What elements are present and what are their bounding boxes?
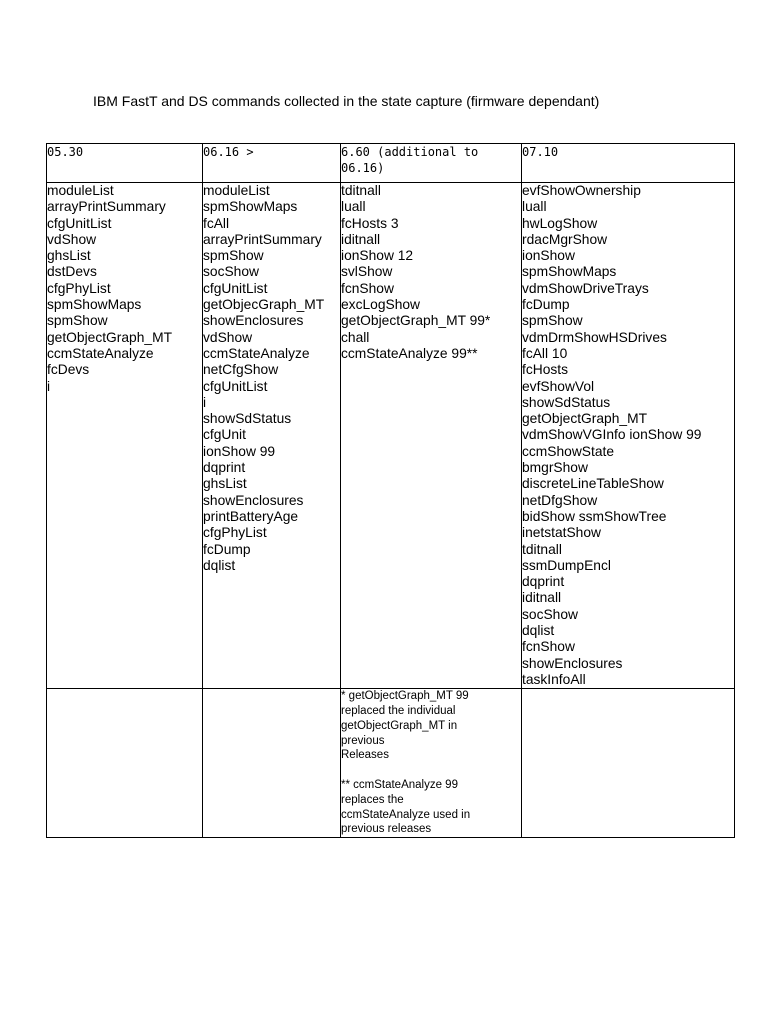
command-item: ionShow 12: [341, 248, 414, 264]
notes-cell-660: [341, 689, 522, 838]
commands-cell-660: [341, 183, 522, 689]
command-item: tditnall: [522, 541, 562, 557]
command-item: cfgUnitList: [47, 215, 112, 231]
command-item: luall: [341, 199, 366, 215]
note-line: getObjectGraph_MT in: [341, 719, 458, 732]
command-item: getObjectGraph_MT: [47, 329, 172, 345]
command-item: socShow: [522, 606, 578, 622]
note-spacer: [341, 763, 521, 778]
command-item: spmShowMaps: [522, 264, 617, 280]
commands-row: [47, 183, 735, 689]
command-item: dqprint: [203, 460, 246, 476]
column-header-0710: 07.10: [522, 144, 735, 183]
command-item: cfgPhyList: [47, 280, 111, 296]
note-line: previous: [341, 734, 385, 747]
command-item: fcDump: [203, 541, 251, 557]
column-header-0530: 05.30: [47, 144, 203, 183]
command-item: luall: [522, 199, 547, 215]
command-item: bidShow ssmShowTree: [522, 508, 667, 524]
command-item: dstDevs: [47, 264, 97, 280]
note-line: * getObjectGraph_MT 99: [341, 690, 469, 703]
command-item: dqlist: [522, 623, 555, 639]
command-item: svlShow: [341, 264, 393, 280]
command-item: getObjecGraph_MT: [203, 297, 325, 313]
command-item: cfgUnit: [203, 427, 246, 443]
command-item: hwLogShow: [522, 215, 598, 231]
command-list: [341, 183, 521, 362]
table-header-row: [47, 144, 735, 183]
command-item: fcnShow: [522, 639, 575, 655]
command-item: chall: [341, 329, 370, 345]
command-item: getObjectGraph_MT: [522, 411, 647, 427]
command-item: printBatteryAge: [203, 508, 299, 524]
notes-row: [47, 689, 735, 838]
command-item: bmgrShow: [522, 460, 588, 476]
note-line: ccmStateAnalyze used in: [341, 808, 471, 821]
command-item: getObjectGraph_MT 99*: [341, 313, 491, 329]
command-item: spmShowMaps: [203, 199, 298, 215]
command-item: spmShow: [522, 313, 583, 329]
command-item: ccmStateAnalyze: [203, 345, 310, 361]
command-item: i: [47, 378, 51, 394]
column-header-0616: 06.16 >: [203, 144, 341, 183]
command-item: tditnall: [341, 183, 381, 198]
command-item: showSdStatus: [522, 394, 611, 410]
command-item: showEnclosures: [203, 492, 304, 508]
command-item: fcnShow: [341, 280, 394, 296]
command-item: ghsList: [47, 248, 91, 264]
command-item: vdShow: [47, 231, 97, 247]
command-item: spmShow: [203, 248, 264, 264]
command-item: fcDump: [522, 297, 570, 313]
command-item: fcHosts 3: [341, 215, 399, 231]
command-item: vdmShowDriveTrays: [522, 280, 649, 296]
command-item: i: [203, 394, 207, 410]
command-item: inetstatShow: [522, 525, 601, 541]
command-item: fcAll: [203, 215, 230, 231]
document-title: IBM FastT and DS commands collected in the state capture (firmware dependant): [93, 93, 600, 109]
note-line: ** ccmStateAnalyze 99: [341, 778, 458, 791]
command-item: dqlist: [203, 557, 236, 573]
command-item: moduleList: [47, 183, 114, 198]
command-item: rdacMgrShow: [522, 231, 608, 247]
command-item: showSdStatus: [203, 411, 292, 427]
command-item: ccmShowState: [522, 443, 615, 459]
notes-cell-0710: [522, 689, 735, 838]
command-item: fcHosts: [522, 362, 568, 378]
command-item: arrayPrintSummary: [203, 231, 322, 247]
command-item: dqprint: [522, 574, 565, 590]
command-item: arrayPrintSummary: [47, 199, 166, 215]
command-item: evfShowVol: [522, 378, 595, 394]
command-item: showEnclosures: [203, 313, 304, 329]
notes-cell-0530: [47, 689, 203, 838]
command-item: taskInfoAll: [522, 671, 586, 687]
notes-cell-0616: [203, 689, 341, 838]
command-item: evfShowOwnership: [522, 183, 641, 198]
command-item: spmShow: [47, 313, 108, 329]
note-line: replaced the individual: [341, 705, 456, 717]
command-item: ccmStateAnalyze 99**: [341, 345, 478, 361]
command-item: showEnclosures: [522, 655, 623, 671]
command-item: fcAll 10: [522, 345, 568, 361]
commands-table: [46, 143, 735, 838]
command-item: netDfgShow: [522, 492, 598, 508]
command-item: vdmShowVGInfo ionShow 99: [522, 427, 702, 443]
column-header-660: 6.60 (additional to 06.16): [341, 144, 522, 183]
note-line: previous releases: [341, 823, 432, 836]
command-item: ionShow 99: [203, 443, 276, 459]
command-item: vdShow: [203, 329, 253, 345]
command-item: vdmDrmShowHSDrives: [522, 329, 667, 345]
commands-cell-0616: [203, 183, 341, 689]
commands-cell-0530: [47, 183, 203, 689]
command-item: ccmStateAnalyze: [47, 345, 154, 361]
command-item: moduleList: [203, 183, 270, 198]
commands-cell-0710: [522, 183, 735, 689]
command-item: ghsList: [203, 476, 247, 492]
command-item: cfgUnitList: [203, 378, 268, 394]
command-item: cfgUnitList: [203, 280, 268, 296]
command-item: excLogShow: [341, 297, 421, 313]
command-item: ionShow: [522, 248, 575, 264]
command-item: fcDevs: [47, 362, 90, 378]
command-item: netCfgShow: [203, 362, 279, 378]
command-list: [522, 183, 734, 688]
note-line: replaces the: [341, 793, 404, 806]
command-item: discreteLineTableShow: [522, 476, 664, 492]
command-list: [203, 183, 340, 574]
command-item: iditnall: [522, 590, 562, 606]
note-line: Releases: [341, 749, 389, 762]
command-item: iditnall: [341, 231, 381, 247]
command-item: ssmDumpEncl: [522, 557, 611, 573]
command-list: [47, 183, 202, 395]
command-item: cfgPhyList: [203, 525, 267, 541]
command-item: socShow: [203, 264, 259, 280]
command-item: spmShowMaps: [47, 297, 142, 313]
